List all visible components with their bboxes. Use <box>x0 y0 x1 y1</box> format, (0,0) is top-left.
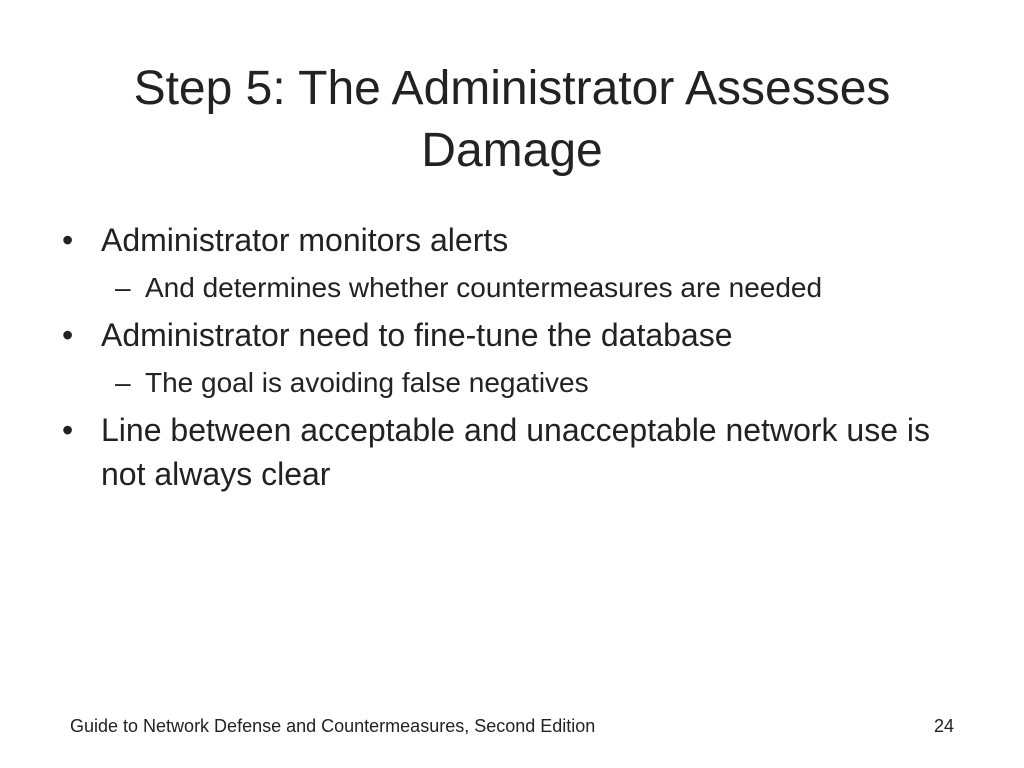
page-number: 24 <box>933 716 954 736</box>
slide-title: Step 5: The Administrator Assesses Damage <box>133 62 891 177</box>
bullet-icon: • <box>62 412 74 448</box>
bullet-icon: • <box>62 317 74 353</box>
dash-icon: – <box>115 272 131 303</box>
footer-source: Guide to Network Defense and Countermeasures, Second Edition <box>70 716 596 736</box>
sub-bullet-item <box>62 363 972 402</box>
bullet-text: Line between acceptable and unacceptable network use is not always clear <box>101 412 931 492</box>
dash-icon: – <box>115 367 131 398</box>
bullet-text: Administrator need to fine-tune the database <box>101 317 733 353</box>
bullet-item <box>62 408 972 496</box>
sub-bullet-text: And determines whether countermeasures are needed <box>145 272 823 303</box>
bullet-item <box>62 218 972 262</box>
bullet-icon: • <box>62 222 74 258</box>
sub-bullet-item <box>62 268 972 307</box>
bullet-text: Administrator monitors alerts <box>101 222 509 258</box>
slide-body <box>62 218 972 502</box>
sub-bullet-text: The goal is avoiding false negatives <box>145 367 589 398</box>
bullet-item <box>62 313 972 357</box>
